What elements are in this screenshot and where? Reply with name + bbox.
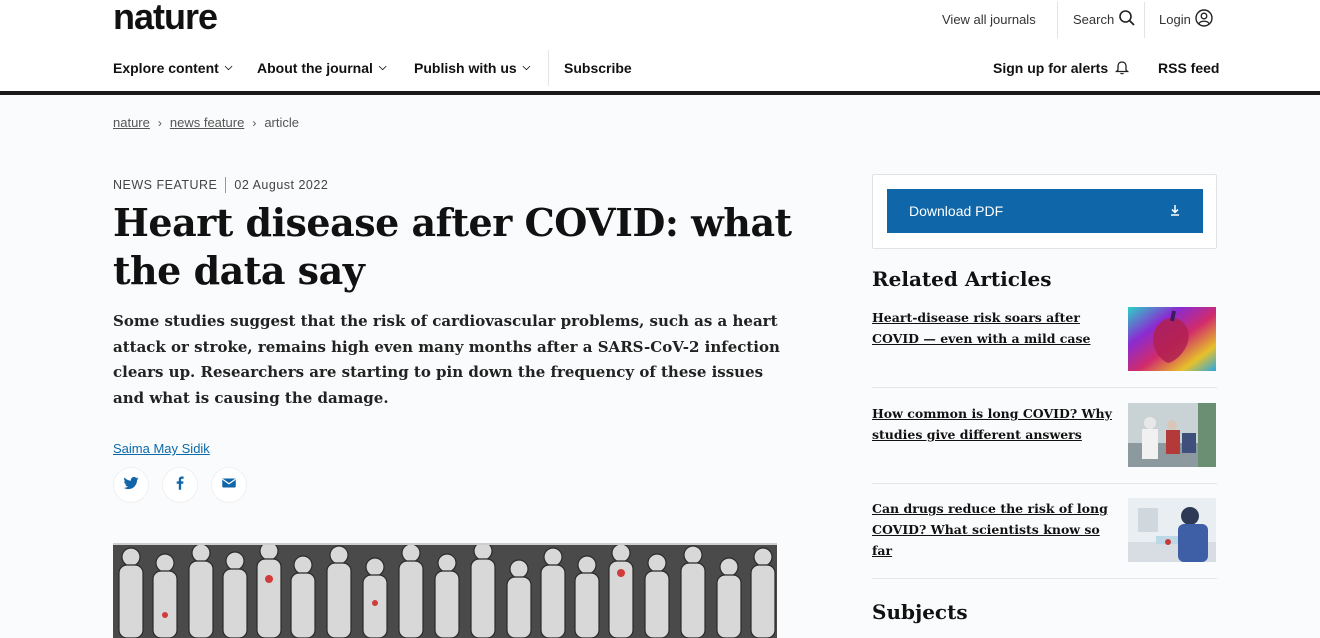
article-standfirst: Some studies suggest that the risk of cardiovascular problems, such as a heart attack or stroke, remains high even many months after a SARS-CoV-2 infection clears up. Researchers are starting to pin down the frequency of these issues and what is causing the damage.: [113, 312, 780, 407]
download-icon: [1169, 203, 1181, 219]
nav-explore-label: Explore content: [113, 60, 219, 76]
chevron-down-icon: ⌵: [378, 61, 387, 73]
utility-divider: [1057, 2, 1058, 38]
breadcrumb-article: article: [264, 115, 299, 130]
bell-icon: [1114, 59, 1130, 78]
breadcrumb-nature[interactable]: nature: [113, 115, 150, 130]
article-type: NEWS FEATURE: [113, 178, 218, 192]
related-article-thumbnail[interactable]: [1128, 498, 1216, 562]
sign-up-alerts-button[interactable]: [993, 57, 1130, 79]
chevron-down-icon: ⌵: [224, 61, 233, 73]
share-facebook-button[interactable]: [162, 467, 198, 503]
view-all-journals-label: View all journals: [942, 11, 1036, 27]
nav-subscribe-label: Subscribe: [564, 60, 632, 76]
view-all-journals-link[interactable]: [942, 8, 1036, 30]
nav-about-journal[interactable]: [257, 57, 386, 79]
facebook-icon: [171, 474, 189, 497]
search-label: Search: [1073, 11, 1115, 27]
related-article-link[interactable]: Can drugs reduce the risk of long COVID? What scientists know so far: [872, 501, 1108, 558]
breadcrumb-chevron-icon: ›: [252, 115, 257, 130]
share-twitter-button[interactable]: [113, 467, 149, 503]
nav-explore-content[interactable]: [113, 57, 232, 79]
chevron-down-icon: ⌵: [522, 61, 531, 73]
nav-publish-label: Publish with us: [414, 60, 517, 76]
related-articles-heading: Related Articles: [872, 267, 1052, 291]
nav-about-label: About the journal: [257, 60, 373, 76]
related-article-item: [872, 403, 1217, 483]
site-header: [0, 0, 1320, 92]
download-pdf-panel: [872, 174, 1217, 249]
related-article-item: [872, 498, 1217, 578]
nav-divider: [548, 50, 549, 86]
breadcrumb: [113, 115, 299, 130]
related-article-link[interactable]: How common is long COVID? Why studies give different answers: [872, 406, 1112, 442]
alerts-label: Sign up for alerts: [993, 60, 1109, 76]
related-article-thumbnail[interactable]: [1128, 307, 1216, 371]
nav-publish-with-us[interactable]: [414, 57, 530, 79]
subjects-heading: Subjects: [872, 600, 968, 624]
related-divider: [872, 387, 1217, 388]
related-article-link[interactable]: Heart-disease risk soars after COVID — even with a mild case: [872, 310, 1091, 346]
breadcrumb-chevron-icon: ›: [157, 115, 162, 130]
related-article-thumbnail[interactable]: [1128, 403, 1216, 467]
download-pdf-button[interactable]: [887, 189, 1203, 233]
search-button[interactable]: [1073, 8, 1136, 30]
hero-image: [113, 543, 777, 638]
nature-logo[interactable]: nature: [113, 0, 218, 37]
meta-divider: [225, 177, 226, 193]
nav-subscribe[interactable]: [564, 57, 632, 79]
login-label: Login: [1159, 11, 1191, 27]
related-divider: [872, 483, 1217, 484]
related-divider: [872, 578, 1217, 579]
share-email-button[interactable]: [211, 467, 247, 503]
login-button[interactable]: [1159, 8, 1213, 30]
article-page: [0, 95, 1320, 638]
search-icon: [1118, 9, 1136, 30]
user-icon: [1195, 9, 1213, 30]
breadcrumb-news-feature[interactable]: news feature: [169, 115, 245, 130]
article-title: Heart disease after COVID: what the data say: [113, 200, 792, 293]
article-meta: [113, 177, 328, 193]
rss-feed-link[interactable]: [1158, 57, 1219, 79]
related-article-item: [872, 307, 1217, 387]
utility-divider: [1144, 2, 1145, 38]
twitter-icon: [122, 474, 140, 497]
email-icon: [220, 474, 238, 497]
author-link[interactable]: Saima May Sidik: [113, 441, 210, 456]
download-pdf-label: Download PDF: [909, 203, 1004, 219]
rss-label: RSS feed: [1158, 60, 1220, 76]
article-date: 02 August 2022: [234, 178, 329, 192]
